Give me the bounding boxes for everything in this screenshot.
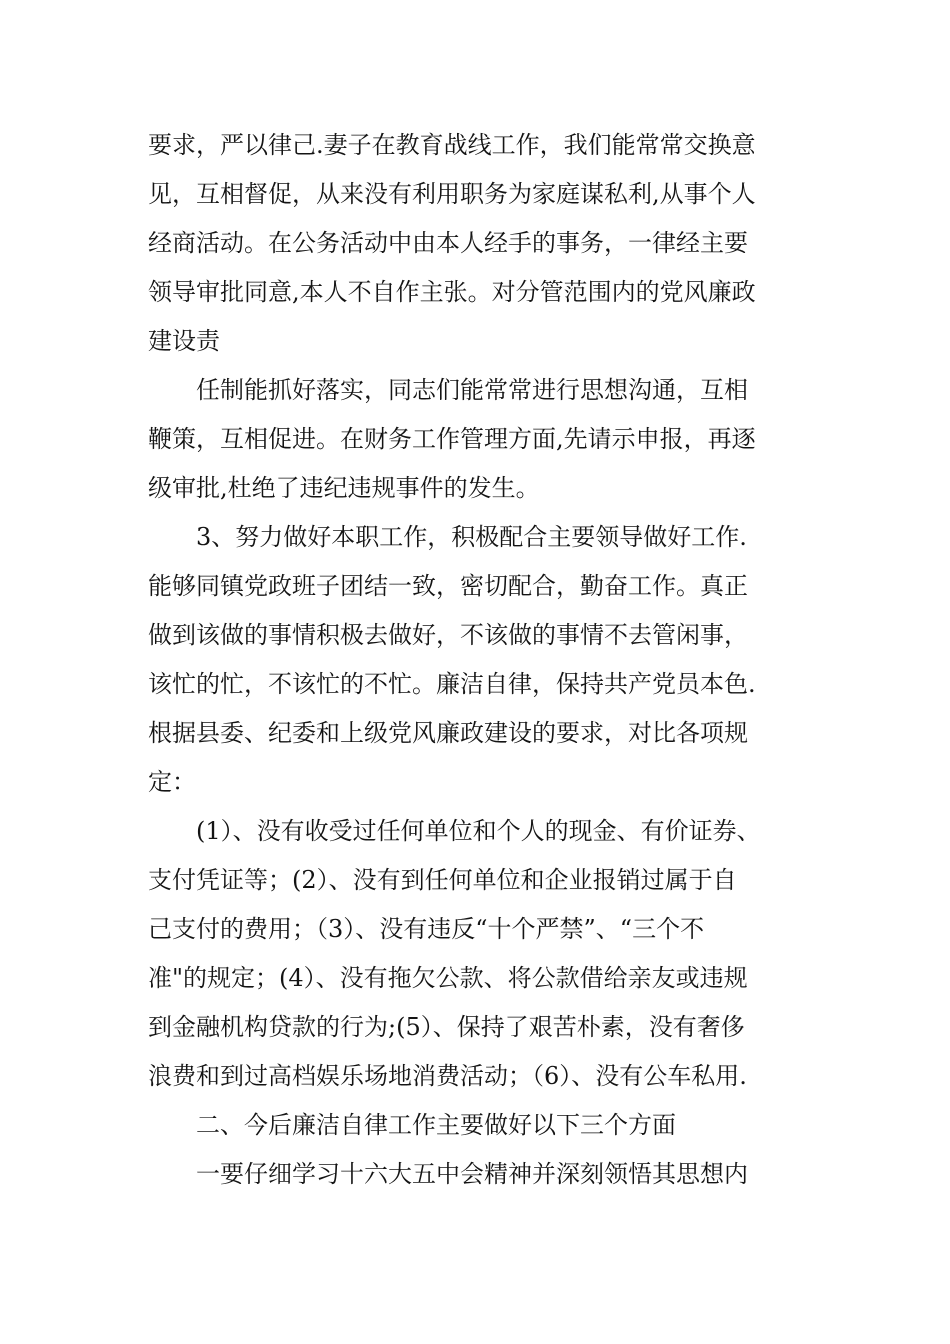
text-line: 支付凭证等；(2）、没有到任何单位和企业报销过属于自 bbox=[148, 866, 737, 894]
text-line: 经商活动。在公务活动中由本人经手的事务，一律经主要 bbox=[148, 229, 748, 257]
text-line: 到金融机构贷款的行为;(5）、保持了艰苦朴素，没有奢侈 bbox=[148, 1013, 745, 1041]
text-line: (1）、没有收受过任何单位和个人的现金、有价证券、 bbox=[196, 817, 761, 845]
text-line: 级审批,杜绝了违纪违规事件的发生。 bbox=[148, 474, 540, 502]
text-line: 二、今后廉洁自律工作主要做好以下三个方面 bbox=[196, 1111, 676, 1139]
text-line: 做到该做的事情积极去做好，不该做的事情不去管闲事， bbox=[148, 621, 748, 649]
text-line: 见，互相督促，从来没有利用职务为家庭谋私利,从事个人 bbox=[148, 180, 756, 208]
text-line: 准"的规定；(4）、没有拖欠公款、将公款借给亲友或违规 bbox=[148, 964, 748, 992]
text-line: 该忙的忙，不该忙的不忙。廉洁自律，保持共产党员本色. bbox=[148, 670, 756, 698]
text-line: 领导审批同意,本人不自作主张。对分管范围内的党风廉政 bbox=[148, 278, 756, 306]
text-line: 任制能抓好落实，同志们能常常进行思想沟通，互相 bbox=[196, 376, 748, 404]
text-line: 定： bbox=[148, 768, 196, 796]
text-line: 己支付的费用；（3）、没有违反“十个严禁”、“三个不 bbox=[148, 915, 705, 943]
text-line: 一要仔细学习十六大五中会精神并深刻领悟其思想内 bbox=[196, 1160, 748, 1188]
text-line: 要求，严以律己.妻子在教育战线工作，我们能常常交换意 bbox=[148, 131, 756, 159]
document-body bbox=[148, 121, 808, 1199]
text-line: 根据县委、纪委和上级党风廉政建设的要求，对比各项规 bbox=[148, 719, 748, 747]
text-line: 能够同镇党政班子团结一致，密切配合，勤奋工作。真正 bbox=[148, 572, 748, 600]
text-line: 建设责 bbox=[148, 327, 220, 355]
text-line: 3、努力做好本职工作，积极配合主要领导做好工作. bbox=[196, 523, 747, 551]
text-line: 浪费和到过高档娱乐场地消费活动；（6）、没有公车私用. bbox=[148, 1062, 747, 1090]
text-line: 鞭策，互相促进。在财务工作管理方面,先请示申报，再逐 bbox=[148, 425, 756, 453]
